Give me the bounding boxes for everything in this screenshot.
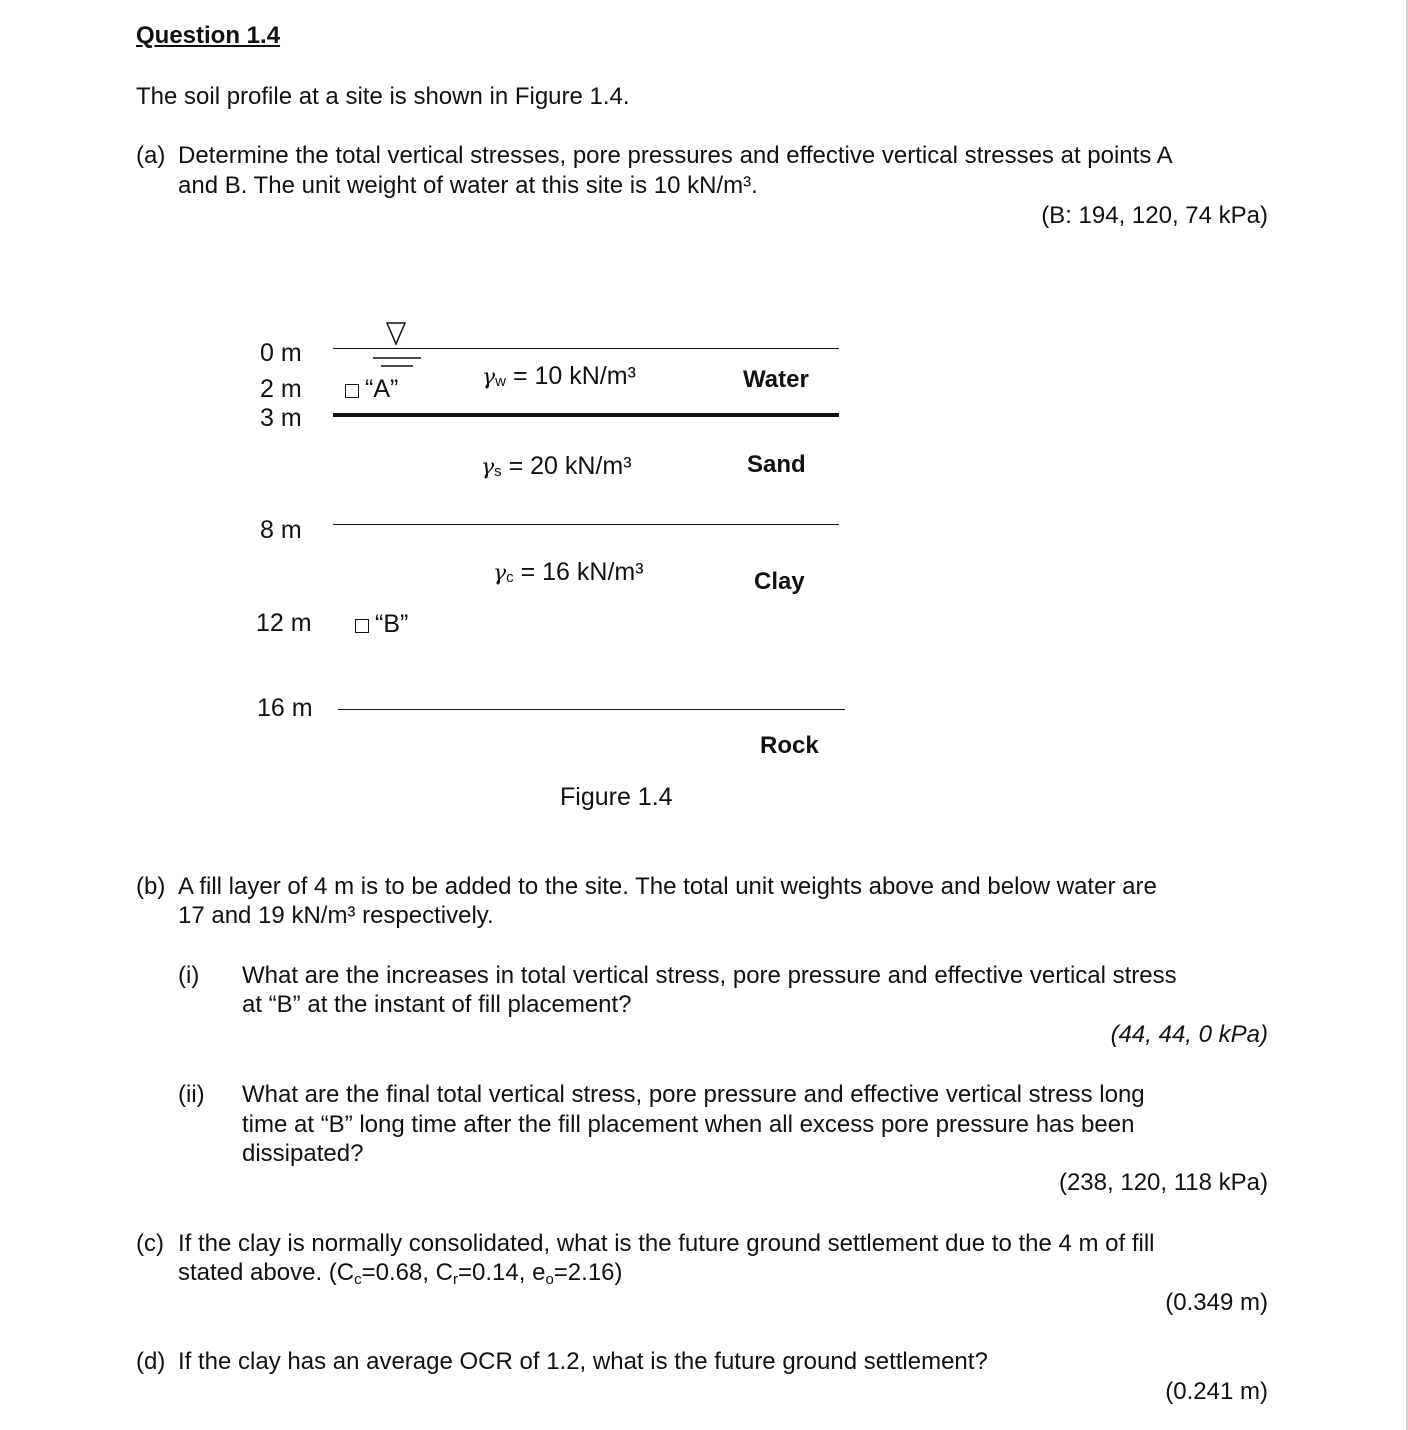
question-title: Question 1.4: [136, 22, 281, 49]
part-b-ii-line1: What are the final total vertical stress, pore pressure and effective vertical stress long: [242, 1081, 1145, 1108]
part-a-line2: and B. The unit weight of water at this site is 10 kN/m³.: [178, 172, 758, 199]
depth-8m: 8 m: [260, 516, 302, 544]
part-b-line2: 17 and 19 kN/m³ respectively.: [178, 902, 494, 929]
unit-weight-water: γw = 10 kN/m³: [482, 362, 636, 390]
water-sand-boundary: [333, 413, 839, 417]
part-c-line1: If the clay is normally consolidated, what is the future ground settlement due to the 4 m of fill: [178, 1230, 1155, 1257]
layer-clay: Clay: [754, 568, 805, 595]
depth-2m: 2 m: [260, 375, 302, 403]
part-b-i-line2: at “B” at the instant of fill placement?: [242, 991, 632, 1018]
unit-weight-clay: γc = 16 kN/m³: [493, 558, 644, 586]
part-c-answer: (0.349 m): [1165, 1289, 1268, 1316]
depth-16m: 16 m: [257, 694, 313, 722]
layer-sand: Sand: [747, 451, 806, 478]
point-b: [355, 610, 408, 639]
part-c-label: (c): [136, 1230, 164, 1257]
part-a-answer: (B: 194, 120, 74 kPa): [1041, 202, 1268, 229]
point-a-label: “A”: [365, 375, 399, 403]
unit-weight-sand: γs = 20 kN/m³: [481, 452, 632, 480]
part-b-label: (b): [136, 873, 166, 900]
point-b-marker: [355, 619, 369, 633]
part-b-i-answer: (44, 44, 0 kPa): [1110, 1021, 1268, 1048]
intro-text: The soil profile at a site is shown in Figure 1.4.: [136, 83, 630, 110]
sand-clay-boundary: [333, 524, 839, 525]
point-a-marker: [345, 384, 359, 398]
part-b-ii-line2: time at “B” long time after the fill placement when all excess pore pressure has been: [242, 1111, 1135, 1138]
part-b-ii-line3: dissipated?: [242, 1140, 364, 1167]
depth-3m: 3 m: [260, 404, 302, 432]
part-d-answer: (0.241 m): [1165, 1378, 1268, 1405]
point-a: [345, 375, 398, 404]
clay-rock-boundary: [338, 709, 845, 710]
water-surface-line: [333, 348, 839, 349]
part-b-i-label: (i): [178, 962, 200, 989]
layer-water: Water: [743, 366, 809, 393]
part-d-label: (d): [136, 1348, 166, 1375]
part-d-line1: If the clay has an average OCR of 1.2, what is the future ground settlement?: [178, 1348, 988, 1375]
part-a-line1: Determine the total vertical stresses, pore pressures and effective vertical stresses at points A: [178, 142, 1173, 169]
part-b-line1: A fill layer of 4 m is to be added to the site. The total unit weights above and below water are: [178, 873, 1157, 900]
part-a-label: (a): [136, 142, 166, 169]
depth-12m: 12 m: [256, 609, 312, 637]
part-b-i-line1: What are the increases in total vertical stress, pore pressure and effective vertical stress: [242, 962, 1177, 989]
part-b-ii-answer: (238, 120, 118 kPa): [1058, 1169, 1268, 1196]
depth-0m: 0 m: [260, 339, 302, 367]
part-b-ii-label: (ii): [178, 1081, 205, 1108]
part-c-line2: stated above. (Cc=0.68, Cr=0.14, eo=2.16): [178, 1259, 623, 1288]
layer-rock: Rock: [760, 732, 819, 759]
point-b-label: “B”: [375, 610, 409, 638]
figure-caption: Figure 1.4: [560, 783, 673, 811]
